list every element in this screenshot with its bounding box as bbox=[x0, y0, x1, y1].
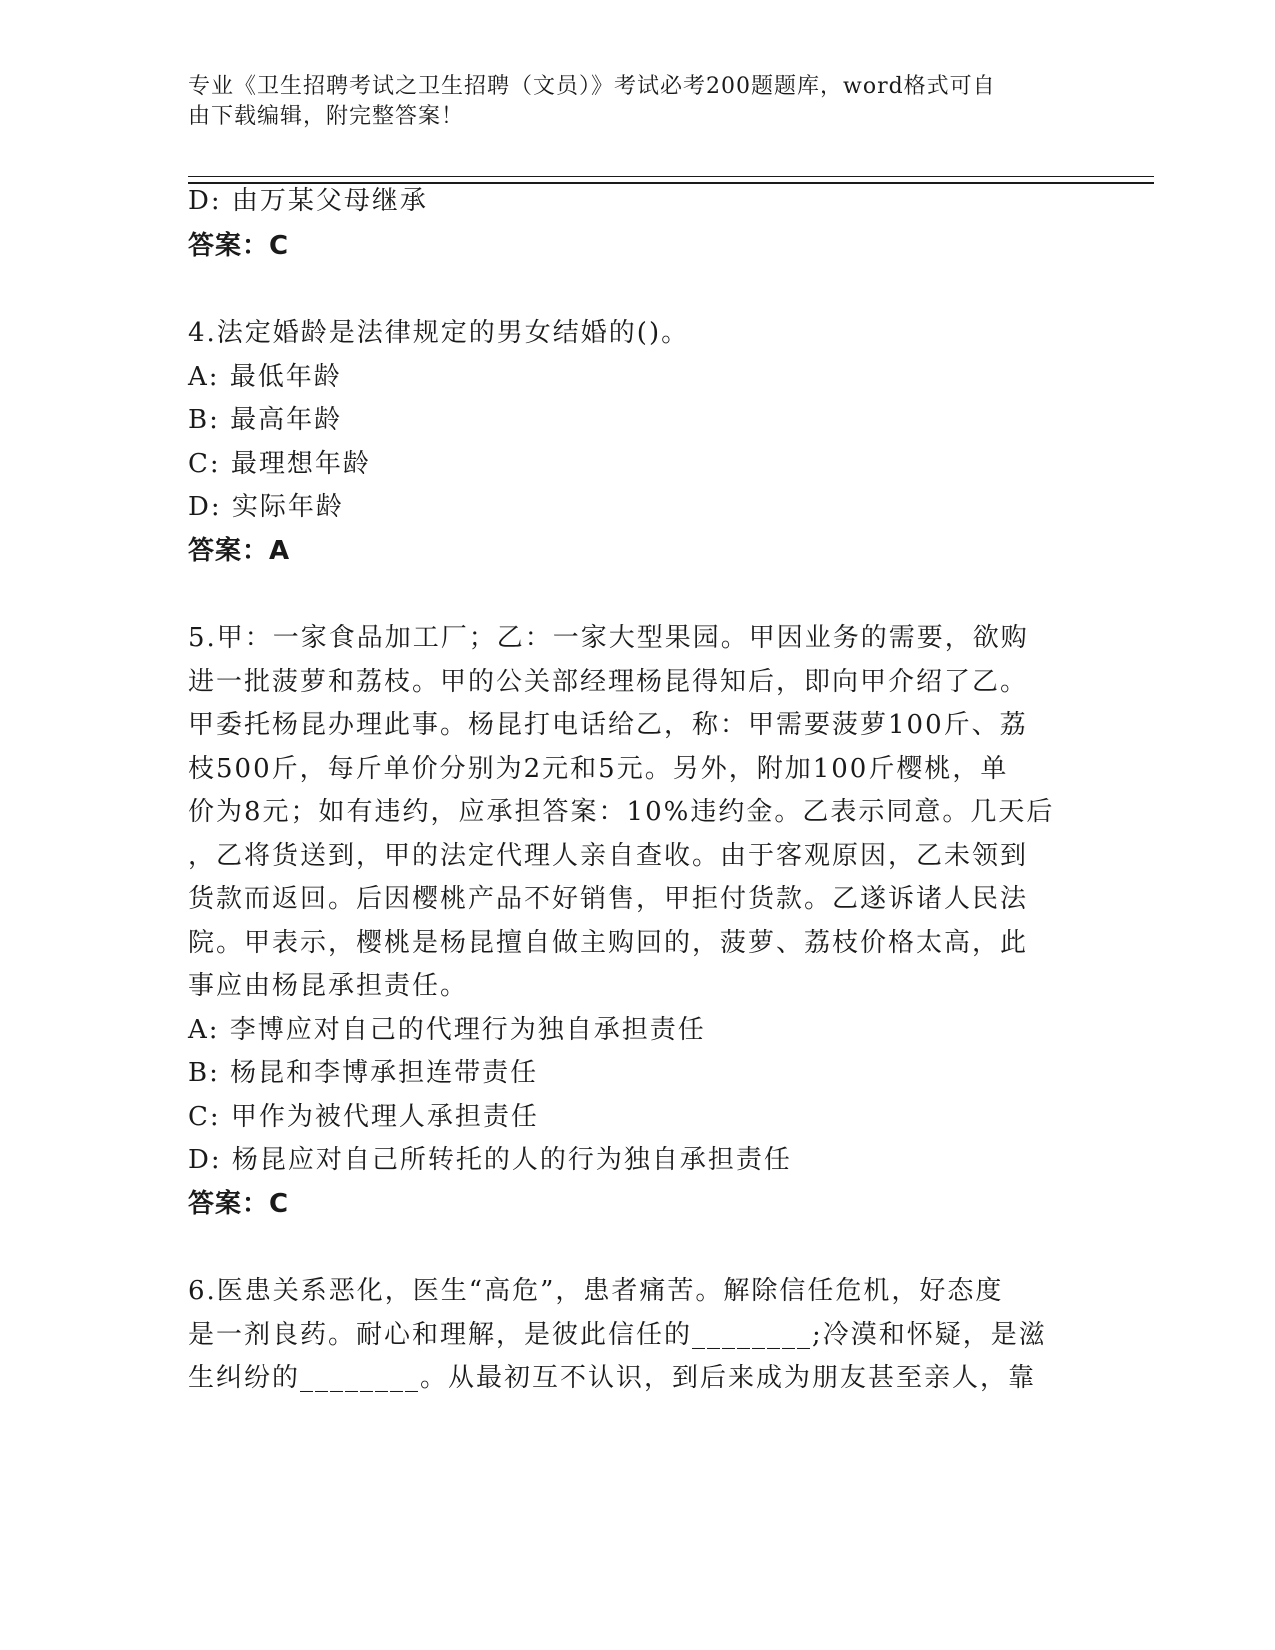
q5-stem-line: 进一批菠萝和荔枝。甲的公关部经理杨昆得知后，即向甲介绍了乙。 bbox=[188, 667, 1029, 697]
q5-answer: 答案：C bbox=[188, 1189, 290, 1219]
q4-option-d: D: 实际年龄 bbox=[188, 492, 344, 522]
q5-stem-line: ，乙将货送到，甲的法定代理人亲自查收。由于客观原因，乙未领到 bbox=[188, 841, 1029, 871]
q4-option-a: A: 最低年龄 bbox=[188, 362, 342, 392]
q5-stem-line: 甲委托杨昆办理此事。杨昆打电话给乙，称：甲需要菠萝100斤、荔 bbox=[188, 710, 1028, 740]
q5-stem-line: 5.甲：一家食品加工厂；乙：一家大型果园。甲因业务的需要，欲购 bbox=[188, 623, 1029, 653]
q5-stem-line: 枝500斤，每斤单价分别为2元和5元。另外，附加100斤樱桃，单 bbox=[188, 754, 1009, 784]
header-divider bbox=[188, 176, 1154, 184]
q6-stem-line: 是一剂良药。耐心和理解，是彼此信任的________;冷漠和怀疑，是滋 bbox=[188, 1320, 1047, 1350]
q5-stem-line: 价为8元；如有违约，应承担答案：10%违约金。乙表示同意。几天后 bbox=[188, 797, 1055, 827]
prev-option-d: D: 由万某父母继承 bbox=[188, 186, 428, 216]
header-title-line-2: 由下载编辑，附完整答案！ bbox=[188, 104, 465, 129]
q5-stem-line: 事应由杨昆承担责任。 bbox=[188, 971, 469, 1001]
q5-option-d: D: 杨昆应对自己所转托的人的行为独自承担责任 bbox=[188, 1145, 792, 1175]
q4-option-c: C: 最理想年龄 bbox=[188, 449, 371, 479]
document-header bbox=[188, 72, 1068, 132]
q4-option-b: B: 最高年龄 bbox=[188, 405, 343, 435]
q5-option-a: A: 李博应对自己的代理行为独自承担责任 bbox=[188, 1015, 706, 1045]
q4-answer: 答案：A bbox=[188, 536, 291, 566]
header-title-line-1: 专业《卫生招聘考试之卫生招聘（文员）》考试必考200题题库，word格式可自 bbox=[188, 74, 996, 99]
q5-option-b: B: 杨昆和李博承担连带责任 bbox=[188, 1058, 539, 1088]
prev-answer: 答案：C bbox=[188, 231, 290, 261]
q6-stem-line: 生纠纷的________。从最初互不认识，到后来成为朋友甚至亲人，靠 bbox=[188, 1363, 1037, 1393]
q5-stem-line: 院。甲表示，樱桃是杨昆擅自做主购回的，菠萝、荔枝价格太高，此 bbox=[188, 928, 1029, 958]
q4-stem: 4.法定婚龄是法律规定的男女结婚的()。 bbox=[188, 318, 690, 348]
q5-option-c: C: 甲作为被代理人承担责任 bbox=[188, 1102, 539, 1132]
q5-stem-line: 货款而返回。后因樱桃产品不好销售，甲拒付货款。乙遂诉诸人民法 bbox=[188, 884, 1029, 914]
q6-stem-line: 6.医患关系恶化，医生“高危”，患者痛苦。解除信任危机，好态度 bbox=[188, 1276, 1004, 1306]
